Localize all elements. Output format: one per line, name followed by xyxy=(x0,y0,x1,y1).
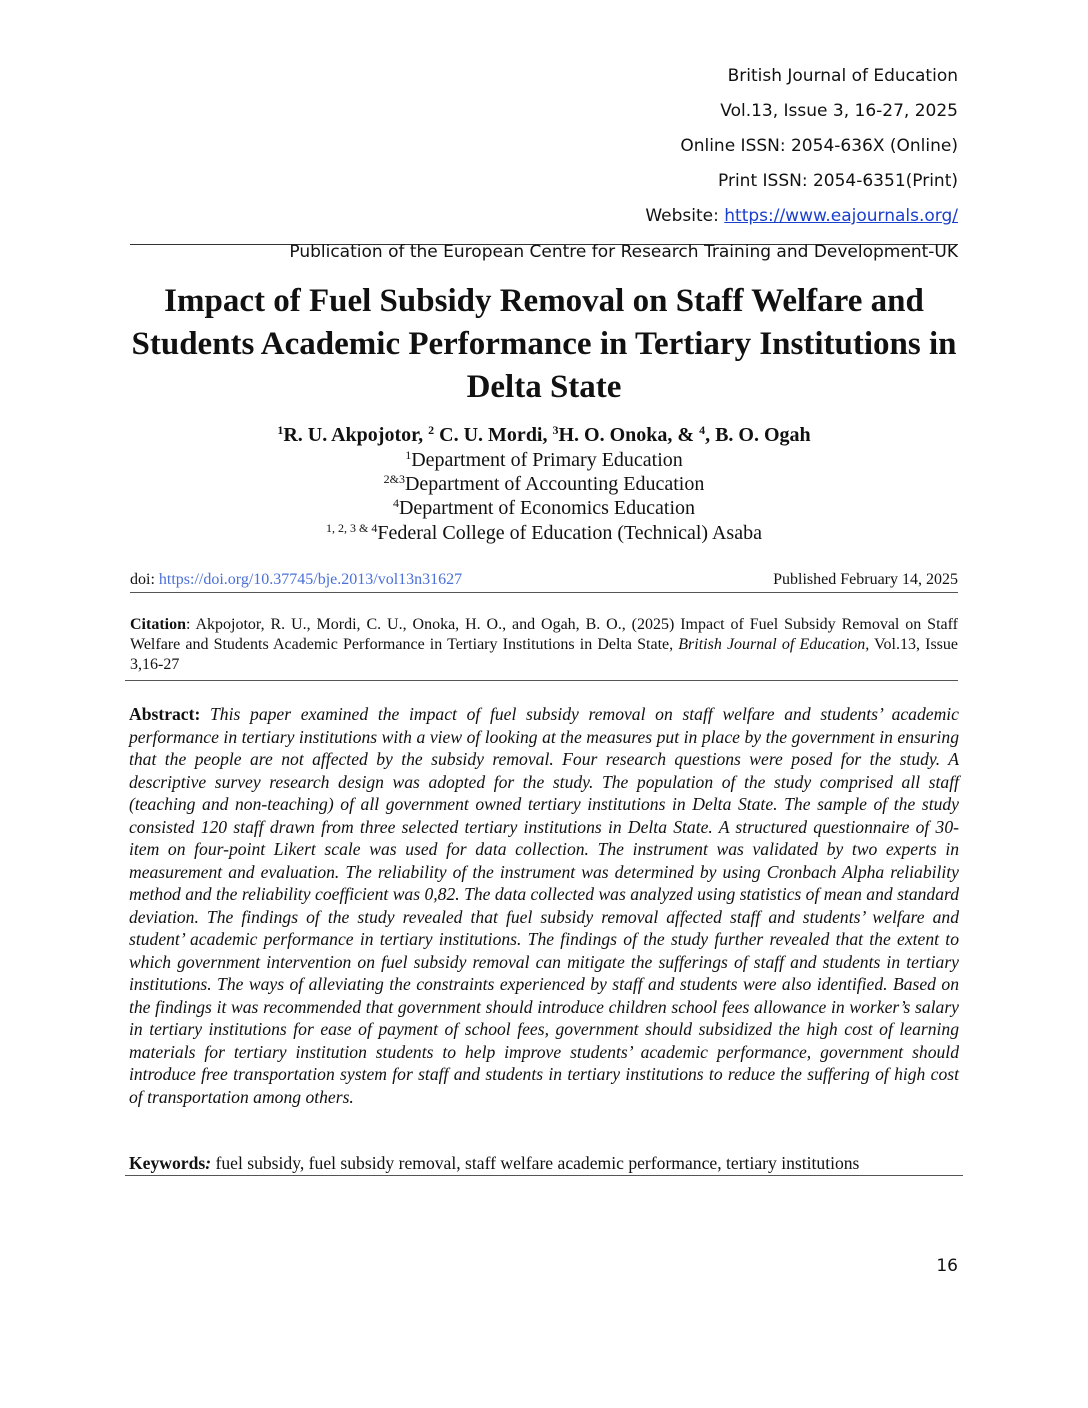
keywords xyxy=(129,1153,859,1174)
author-list xyxy=(110,424,978,447)
website-link[interactable]: https://www.eajournals.org/ xyxy=(724,206,958,226)
affiliation xyxy=(110,449,978,472)
journal-volume: Vol.13, Issue 3, 16-27, 2025 xyxy=(720,101,958,121)
affiliation xyxy=(110,522,978,545)
published-date: Published February 14, 2025 xyxy=(773,571,958,588)
keywords-colon: : xyxy=(205,1153,212,1173)
citation-label: Citation xyxy=(130,616,186,633)
print-issn: Print ISSN: 2054-6351(Print) xyxy=(718,171,958,191)
author-name: R. U. Akpojotor, xyxy=(283,424,429,446)
doi-row xyxy=(130,571,958,589)
citation-text: : Akpojotor, R. U., Mordi, C. U., Onoka, H. O., and Ogah, B. O., (2025) Impact of Fuel Subsidy Removal on Staff Welfare and Students Academic Performance in Tertiary Institutions in Delta State, xyxy=(130,616,958,653)
doi-rule xyxy=(130,592,958,593)
citation xyxy=(130,615,958,675)
affiliation-sup: 4 xyxy=(392,496,399,510)
affiliation-sup: 1 xyxy=(405,448,412,462)
abstract xyxy=(129,703,959,1108)
abstract-label: Abstract: xyxy=(129,704,201,724)
author-sup: 1 xyxy=(277,423,284,437)
author-name: C. U. Mordi, xyxy=(434,424,553,446)
affiliation xyxy=(110,497,978,520)
keywords-rule xyxy=(125,1175,963,1176)
keywords-label: Keywords xyxy=(129,1153,206,1173)
affiliation-text: Federal College of Education (Technical) Asaba xyxy=(377,522,762,544)
online-issn: Online ISSN: 2054-636X (Online) xyxy=(680,136,958,156)
citation-rule xyxy=(125,680,958,681)
affiliation-text: Department of Primary Education xyxy=(411,449,683,471)
affiliation-sup: 1, 2, 3 & 4 xyxy=(326,521,378,535)
author-name: H. O. Onoka, & xyxy=(558,424,700,446)
website-label: Website: xyxy=(645,206,725,226)
website-line xyxy=(645,206,958,226)
affiliation-sup: 2&3 xyxy=(383,472,405,486)
citation-tail: Vol.13, Issue 3,16-27 xyxy=(130,636,959,673)
page-number: 16 xyxy=(936,1256,958,1276)
doi-label: doi: xyxy=(130,571,159,588)
affiliation-text: Department of Accounting Education xyxy=(404,473,705,495)
abstract-text: This paper examined the impact of fuel subsidy removal on staff welfare and students’ academic performance in tertiary institutions with a view of looking at the measures put in place by the government in ensuring that the people are not affected by the subsidy removal. Four research questions were posed for the study. A descriptive survey research design was adopted for the study. The population of the study comprised all staff (teaching and non-teaching) of all government owned tertiary institutions in Delta State. The sample of the study consisted 120 staff drawn from three selected tertiary institutions in Delta State. A structured questionnaire of 30-item on four-point Likert scale was used for data collection. The instrument was validated by two experts in measurement and evaluation. The reliability of the instrument was determined by using Cronbach Alpha reliability method and the reliability coefficient was 0,82. The data collected was analyzed using statistics of mean and standard deviation. The findings of the study revealed that fuel subsidy removal affected staff and students’ welfare and student’ academic performance in tertiary institutions. The findings of the study further revealed that the extent to which government intervention on fuel subsidy removal can mitigate the sufferings of staff and students in tertiary institutions. The ways of alleviating the constraints experienced by staff and students were also identified. Based on the findings it was recommended that government should introduce children school fees allowance in worker’s salary in tertiary institutions for ease of payment of school fees, government should subsidized the high cost of learning materials for tertiary institution students to help improve students’ academic performance, government should introduce free transportation system for staff and students in tertiary institutions to reduce the suffering of high cost of transportation among others. xyxy=(129,704,959,1107)
affiliation-text: Department of Economics Education xyxy=(398,497,695,519)
keywords-text: fuel subsidy, fuel subsidy removal, staff welfare academic performance, tertiary institutions xyxy=(211,1153,860,1173)
doi-link[interactable]: https://doi.org/10.37745/bje.2013/vol13n31627 xyxy=(158,571,463,588)
publisher-line: Publication of the European Centre for Research Training and Development-UK xyxy=(289,242,958,262)
author-name: , B. O. Ogah xyxy=(705,424,811,446)
paper-title: Impact of Fuel Subsidy Removal on Staff Welfare and Students Academic Performance in Tertiary Institutions in Delta State xyxy=(131,283,957,405)
doi xyxy=(130,571,462,589)
citation-journal: British Journal of Education, xyxy=(678,636,870,653)
affiliation xyxy=(110,473,978,496)
author-sup: 2 xyxy=(428,423,435,437)
journal-name: British Journal of Education xyxy=(727,66,958,86)
author-sup: 4 xyxy=(699,423,706,437)
author-sup: 3 xyxy=(552,423,559,437)
